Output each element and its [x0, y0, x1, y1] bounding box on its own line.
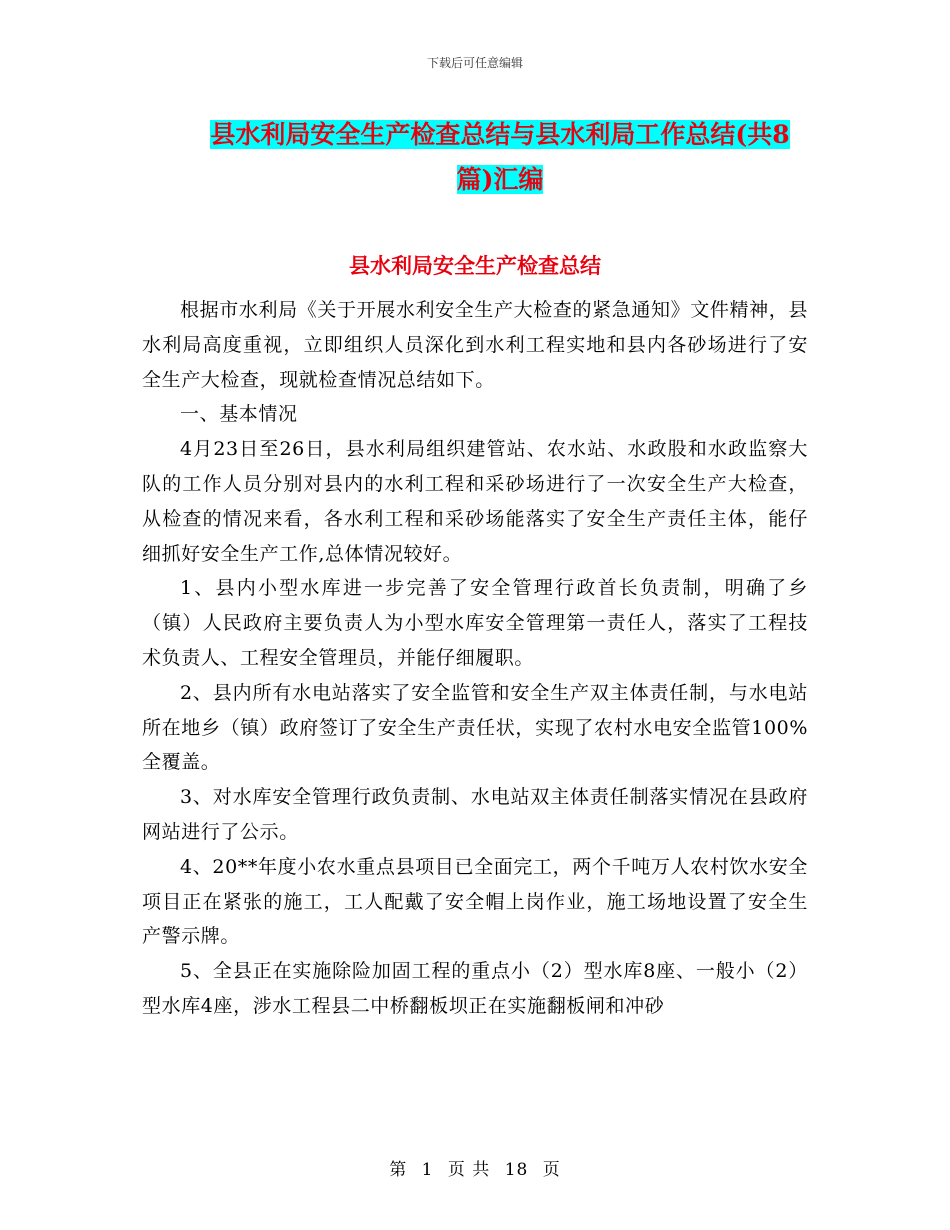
footer-prefix: 第 — [389, 1160, 408, 1180]
title-line-1: 县水利局安全生产检查总结与县水利局工作总结(共8 — [210, 120, 790, 149]
footer-suffix: 页 — [542, 1160, 561, 1180]
paragraph: 根据市水利局《关于开展水利安全生产大检查的紧急通知》文件精神，县水利局高度重视，立即组织人员深化到水利工程实地和县内各砂场进行了安全生产大检查，现就检查情况总结如下。 — [142, 299, 808, 391]
title-line-2: 篇)汇编 — [456, 165, 544, 194]
section-title: 县水利局安全生产检查总结 — [349, 253, 601, 278]
body-text — [142, 293, 808, 1024]
document-title — [185, 112, 815, 202]
footer-mid: 页 共 — [447, 1160, 491, 1180]
header-note: 下载后可任意编辑 — [426, 56, 523, 70]
footer-page-number: 1 — [421, 1160, 434, 1180]
footer-page-total: 18 — [504, 1160, 529, 1180]
paragraph: 5、全县正在实施除险加固工程的重点小（2）型水库8座、一般小（2）型水库4座，涉水工程县二中桥翻板坝正在实施翻板闸和冲砂 — [142, 960, 808, 1017]
paragraph: 3、对水库安全管理行政负责制、水电站双主体责任制落实情况在县政府网站进行了公示。 — [142, 786, 808, 843]
paragraph: 4月23日至26日，县水利局组织建管站、农水站、水政股和水政监察大队的工作人员分别对县内的水利工程和采砂场进行了一次安全生产大检查，从检查的情况来看，各水利工程和采砂场能落实了安全生产责任主体，能仔细抓好安全生产工作,总体情况较好。 — [142, 438, 808, 565]
page-footer — [0, 1155, 950, 1180]
paragraph: 4、20**年度小农水重点县项目已全面完工，两个千吨万人农村饮水安全项目正在紧张的施工，工人配戴了安全帽上岗作业，施工场地设置了安全生产警示牌。 — [142, 855, 808, 948]
paragraph: 1、县内小型水库进一步完善了安全管理行政首长负责制，明确了乡（镇）人民政府主要负责人为小型水库安全管理第一责任人，落实了工程技术负责人、工程安全管理员，并能仔细履职。 — [142, 577, 808, 669]
paragraph: 一、基本情况 — [180, 403, 298, 426]
paragraph: 2、县内所有水电站落实了安全监管和安全生产双主体责任制，与水电站所在地乡（镇）政府签订了安全生产责任状，实现了农村水电安全监管100%全覆盖。 — [142, 681, 808, 774]
